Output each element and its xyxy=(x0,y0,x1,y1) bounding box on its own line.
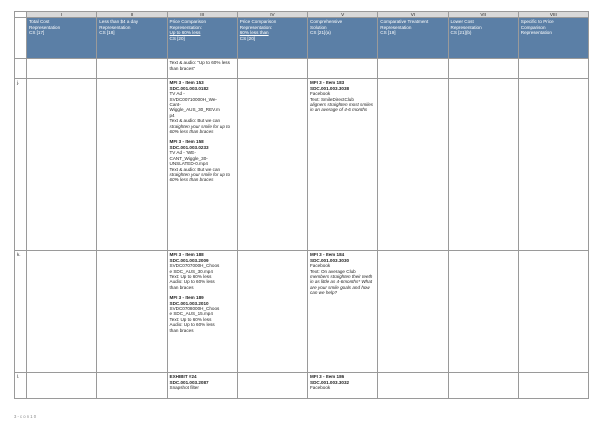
header-line: Representation xyxy=(450,24,482,30)
table-cell xyxy=(378,79,448,251)
table-cell xyxy=(27,79,97,251)
entry-title: MFI 3 - Item 188 xyxy=(169,252,204,258)
entry-line: e SDC_AUS_30.mp4 xyxy=(169,268,213,274)
entry-title: MFI 3 - Item 183 xyxy=(310,80,345,86)
entry-line: TV Ad - 'WE- xyxy=(169,150,196,156)
entry-reference: SDC.001.003.3038 xyxy=(310,85,350,91)
entry-line: than braces xyxy=(169,284,194,290)
table-cell xyxy=(237,59,307,79)
header-price-comparison-60 xyxy=(237,18,307,59)
entry-line: CANT_Wiggle_30- xyxy=(169,155,208,161)
header-line: CS [20] xyxy=(239,35,256,41)
entry-line: Audio: Up to 60% less xyxy=(169,279,215,285)
table-cell xyxy=(27,373,97,399)
entry-line: Facebook xyxy=(310,385,331,391)
entry-title: EXHIBIT #24 xyxy=(169,374,197,380)
entry-title: MFI 3 - Item 184 xyxy=(310,252,345,258)
table-cell xyxy=(97,251,167,373)
header-total-cost xyxy=(27,18,97,59)
entry-title: MFI 3 - Item 186 xyxy=(310,374,345,380)
table-cell xyxy=(448,373,518,399)
header-line: Representation: xyxy=(239,24,273,30)
entry-reference: SDC.001.003.2009 xyxy=(169,257,209,263)
table-cell xyxy=(167,373,237,399)
entry-reference: SDC.001.003.3032 xyxy=(310,379,350,385)
page-footer: 3 - c o n 1 0 xyxy=(14,414,37,419)
table-cell xyxy=(167,79,237,251)
entry-reference: SDC.001.003.0182 xyxy=(169,85,209,91)
evidence-entry xyxy=(310,80,375,112)
header-line: Comprehensive xyxy=(310,19,343,25)
evidence-entry xyxy=(170,252,235,290)
table-cell xyxy=(308,373,378,399)
header-price-comparison-upto xyxy=(167,18,237,59)
entry-quote: members straighten their teeth in as little as 4-6months* What are your smile goals and how can we help? xyxy=(310,274,373,296)
col-number: VIII xyxy=(518,12,588,18)
table-cell xyxy=(308,251,378,373)
col-number: V xyxy=(308,12,378,18)
entry-line: Facebook xyxy=(310,263,331,269)
header-line: CS [20] xyxy=(169,35,185,41)
entry-line: Text & audio: But we can xyxy=(169,166,221,172)
entry-quote: straighten your smile for up to 60% less than braces xyxy=(169,171,231,183)
header-line: Price Comparison xyxy=(169,19,207,25)
header-line: Representation xyxy=(520,30,552,36)
table-cell xyxy=(97,59,167,79)
row-label: l. xyxy=(15,373,27,399)
table-cell xyxy=(308,79,378,251)
entry-quote: aligners straighten most smiles in an average of 4-6 months xyxy=(310,102,374,113)
col-number: I xyxy=(27,12,97,18)
entry-reference: SDC.001.003.0233 xyxy=(169,144,209,150)
table-cell xyxy=(448,251,518,373)
header-line: Total Cost xyxy=(29,19,50,25)
header-lower-cost xyxy=(448,18,518,59)
header-line: Specific to Price xyxy=(520,19,554,25)
table-row xyxy=(15,79,589,251)
entry-line: Text & audio: But we can xyxy=(169,118,221,124)
header-line: CS [17] xyxy=(29,30,45,36)
table-row xyxy=(15,59,589,79)
col-number: II xyxy=(97,12,167,18)
header-line: Solution xyxy=(310,24,327,30)
entry-title: MFI 3 - Item 189 xyxy=(169,295,204,301)
entry-title: MFI 3 - Item 158 xyxy=(169,139,204,145)
entry-reference: SDC.001.003.2010 xyxy=(169,300,209,306)
entry-line: Wiggle_AUS_30_REV.m xyxy=(169,107,220,113)
header-line: Up to 60% less xyxy=(169,30,201,36)
entry-line: e SDC_AUS_15.mp4 xyxy=(169,311,213,317)
corner-cell xyxy=(15,18,27,59)
header-line: CS [21](a) xyxy=(310,30,331,36)
table-cell xyxy=(97,373,167,399)
evidence-entry xyxy=(310,252,375,295)
col-number: III xyxy=(167,12,237,18)
comparison-table xyxy=(14,11,589,399)
table-cell xyxy=(27,59,97,79)
evidence-entry xyxy=(170,374,235,390)
table-cell xyxy=(448,79,518,251)
row-label xyxy=(15,59,27,79)
entry-line: Text: Up to 60% less xyxy=(169,316,212,322)
entry-line: Snapshot filter xyxy=(169,385,199,391)
header-line: Comparative Treatment xyxy=(380,19,429,25)
header-line: Less than $4 a day xyxy=(99,19,139,25)
table-cell xyxy=(237,251,307,373)
header-line: Comparison xyxy=(520,24,546,30)
entry-reference: SDC.001.003.3030 xyxy=(310,257,350,263)
table-cell xyxy=(97,79,167,251)
table-cell xyxy=(237,373,307,399)
table-cell xyxy=(167,251,237,373)
table-cell xyxy=(448,59,518,79)
header-line: CS [21](b) xyxy=(450,30,472,36)
table-cell xyxy=(518,79,588,251)
table-cell xyxy=(518,251,588,373)
table-cell xyxy=(237,79,307,251)
header-line: Representation xyxy=(99,24,131,30)
entry-line: SVDC0708000H_Choos xyxy=(169,306,220,312)
header-line: Representation xyxy=(380,24,412,30)
header-row xyxy=(15,18,589,59)
table-cell xyxy=(518,373,588,399)
entry-title: MFI 3 - Item 153 xyxy=(169,80,204,86)
header-line: Representation xyxy=(29,24,61,30)
entry-line: Cant- xyxy=(169,102,181,108)
header-line: 60% less than xyxy=(239,30,269,36)
header-line: Representation: xyxy=(169,24,202,30)
entry-line: Text: Up to 60% less xyxy=(169,274,212,280)
entry-line: Text: SmileDirectClub xyxy=(310,96,354,102)
entry-line: than braces xyxy=(169,327,194,333)
evidence-entry xyxy=(310,374,375,390)
table-cell xyxy=(378,373,448,399)
table-cell xyxy=(308,59,378,79)
table-cell: Text & audio: "Up to 60% less than braces" xyxy=(167,59,237,79)
header-comprehensive-solution xyxy=(308,18,378,59)
header-less-than-4 xyxy=(97,18,167,59)
entry-line: p4 xyxy=(169,112,175,118)
evidence-entry xyxy=(170,139,235,182)
header-line: CS [18] xyxy=(99,30,115,36)
entry-reference: SDC.001.003.2087 xyxy=(169,379,209,385)
header-comparative-treatment xyxy=(378,18,448,59)
entry-line: SVDC00710000H_We- xyxy=(169,96,217,102)
entry-line: UNSLATED-0.mp4 xyxy=(169,161,208,167)
header-specific-price xyxy=(518,18,588,59)
entry-line: Text: On average Club xyxy=(310,268,356,274)
header-line: CS [19] xyxy=(380,30,396,36)
table-cell xyxy=(378,251,448,373)
row-label: k. xyxy=(15,251,27,373)
evidence-entry xyxy=(170,295,235,333)
table-row xyxy=(15,251,589,373)
entry-line: Audio: Up to 60% less xyxy=(169,322,215,328)
col-number: IV xyxy=(237,12,307,18)
evidence-entry xyxy=(170,80,235,134)
col-number: VII xyxy=(448,12,518,18)
table-cell xyxy=(27,251,97,373)
row-label: j. xyxy=(15,79,27,251)
entry-line: SVDC0707000H_Choos xyxy=(169,263,220,269)
table-cell xyxy=(518,59,588,79)
header-line: Price Comparison xyxy=(239,19,277,25)
table-row xyxy=(15,373,589,399)
header-line: Lower Cost xyxy=(450,19,474,25)
col-number: VI xyxy=(378,12,448,18)
entry-line: TV Ad - xyxy=(169,91,185,97)
table-cell xyxy=(378,59,448,79)
entry-quote: straighten your smile for up to 60% less than braces xyxy=(169,123,231,135)
entry-line: Facebook xyxy=(310,91,331,97)
